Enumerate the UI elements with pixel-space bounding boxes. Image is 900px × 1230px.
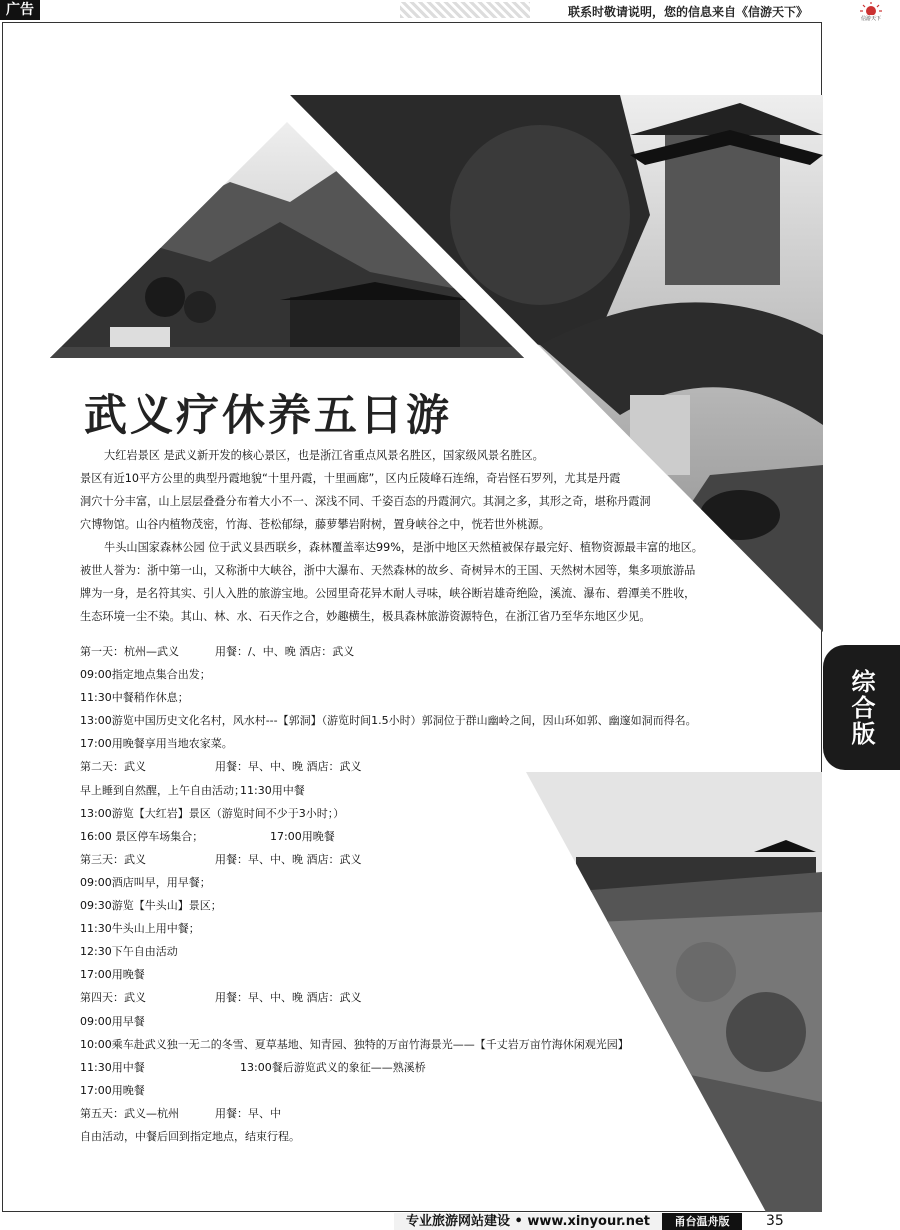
intro-line: 洞穴十分丰富，山上层层叠叠分布着大小不一、深浅不同、千姿百态的丹霞洞穴。其洞之多，其形之奇，堪称丹霞洞 bbox=[80, 495, 651, 508]
day-heading bbox=[80, 848, 697, 871]
day-heading bbox=[80, 1102, 697, 1125]
header-notice: 联系时敬请说明，您的信息来自《信游天下》 bbox=[567, 5, 808, 19]
svg-text:信游天下: 信游天下 bbox=[860, 16, 882, 21]
schedule-item: 09:00酒店叫早，用早餐； bbox=[80, 875, 211, 889]
schedule-text: 11:30用中餐 bbox=[80, 1060, 145, 1074]
schedule-item: 11:30牛头山上用中餐； bbox=[80, 922, 200, 936]
intro-line: 穴博物馆。山谷内植物茂密，竹海、苍松郁绿，藤萝攀岩附树，置身峡谷之中，恍若世外桃源。 bbox=[80, 518, 550, 531]
day-label: 第三天：武义 bbox=[80, 852, 146, 866]
day-label: 第五天：武义—杭州 bbox=[80, 1106, 179, 1120]
schedule-item bbox=[80, 779, 697, 802]
meal-info: 用餐：早、中、晚 酒店：武义 bbox=[215, 852, 362, 866]
meal-info: 用餐：早、中、晚 酒店：武义 bbox=[215, 991, 362, 1005]
schedule-item: 10:00乘车赴武义独一无二的冬雪、夏草基地、知青园、独特的万亩竹海景光——【千丈岩万亩竹海休闲观光园】 bbox=[80, 1037, 629, 1051]
schedule-item bbox=[80, 1056, 697, 1079]
schedule-item: 09:00用早餐 bbox=[80, 1014, 145, 1028]
schedule-text: 16:00 景区停车场集合； bbox=[80, 829, 204, 843]
day-label: 第四天：武义 bbox=[80, 991, 146, 1005]
schedule-item: 09:30游览【牛头山】景区； bbox=[80, 899, 222, 913]
day-heading bbox=[80, 755, 697, 778]
schedule-text: 13:00餐后游览武义的象征——熟溪桥 bbox=[240, 1060, 426, 1074]
schedule-item: 13:00游览中国历史文化名村，风水村---【郭洞】（游览时间1.5小时）郭洞位于群山幽岭之间，因山环如郭、幽邃如洞而得名。 bbox=[80, 714, 697, 728]
schedule-text: 11:30用中餐 bbox=[240, 783, 305, 797]
day-label: 第二天：武义 bbox=[80, 760, 146, 774]
meal-info: 用餐：早、中、晚 酒店：武义 bbox=[215, 760, 362, 774]
intro-line: 景区有近10平方公里的典型丹霞地貌“十里丹霞，十里画廊”，区内丘陵峰石连绵，奇岩怪石罗列，尤其是丹霞 bbox=[80, 472, 621, 485]
xinyou-tianxia-logo bbox=[850, 1, 892, 21]
schedule-text: 早上睡到自然醒，上午自由活动； bbox=[80, 783, 245, 797]
page-title: 武义疗休养五日游 bbox=[84, 391, 452, 441]
intro-text bbox=[80, 444, 720, 628]
meal-info: 用餐：/、中、晚 酒店：武义 bbox=[215, 645, 355, 658]
footer-website: 专业旅游网站建设 • www.xinyour.net bbox=[394, 1213, 662, 1230]
schedule-item bbox=[80, 825, 697, 848]
intro-line: 牛头山国家森林公园 位于武义县西联乡，森林覆盖率达99%，是浙中地区天然植被保存最完好、植物资源最丰富的地区。 bbox=[104, 541, 703, 554]
schedule-item: 12:30下午自由活动 bbox=[80, 945, 178, 959]
itinerary bbox=[80, 640, 697, 1148]
header-pattern-strip bbox=[400, 2, 530, 18]
schedule-item: 17:00用晚餐享用当地农家菜。 bbox=[80, 737, 233, 751]
intro-line: 大红岩景区 是武义新开发的核心景区，也是浙江省重点风景名胜区，国家级风景名胜区。 bbox=[104, 449, 544, 462]
schedule-item: 自由活动，中餐后回到指定地点，结束行程。 bbox=[80, 1129, 300, 1143]
schedule-item: 09:00指定地点集合出发； bbox=[80, 668, 211, 682]
intro-line: 生态环境一尘不染。其山、林、水、石天作之合，妙趣横生，极具森林旅游资源特色，在浙江省乃至华东地区少见。 bbox=[80, 610, 651, 623]
schedule-item: 17:00用晚餐 bbox=[80, 1083, 145, 1097]
intro-line: 牌为一身，是名符其实、引人入胜的旅游宝地。公园里奇花异木耐人寻味，峡谷断岩雄奇绝险，溪流、瀑布、碧潭美不胜收， bbox=[80, 587, 696, 600]
day-label: 第一天：杭州—武义 bbox=[80, 645, 179, 658]
schedule-text: 17:00用晚餐 bbox=[270, 829, 335, 843]
ad-tag: 广告 bbox=[0, 0, 40, 20]
schedule-item: 13:00游览【大红岩】景区（游览时间不少于3小时；） bbox=[80, 806, 345, 820]
day-heading bbox=[80, 986, 697, 1009]
intro-line: 被世人誉为：浙中第一山，又称浙中大峡谷，浙中大瀑布、天然森林的故乡、奇树异木的王国、天然树木园等，集多项旅游品 bbox=[80, 564, 696, 577]
page-number: 35 bbox=[766, 1213, 784, 1229]
section-tab: 综合版 bbox=[823, 645, 900, 770]
day-heading bbox=[80, 640, 697, 663]
schedule-item: 17:00用晚餐 bbox=[80, 968, 145, 982]
footer-edition: 甬台温舟版 bbox=[662, 1213, 742, 1230]
schedule-item: 11:30中餐稍作休息； bbox=[80, 691, 189, 705]
meal-info: 用餐：早、中 bbox=[215, 1106, 281, 1120]
